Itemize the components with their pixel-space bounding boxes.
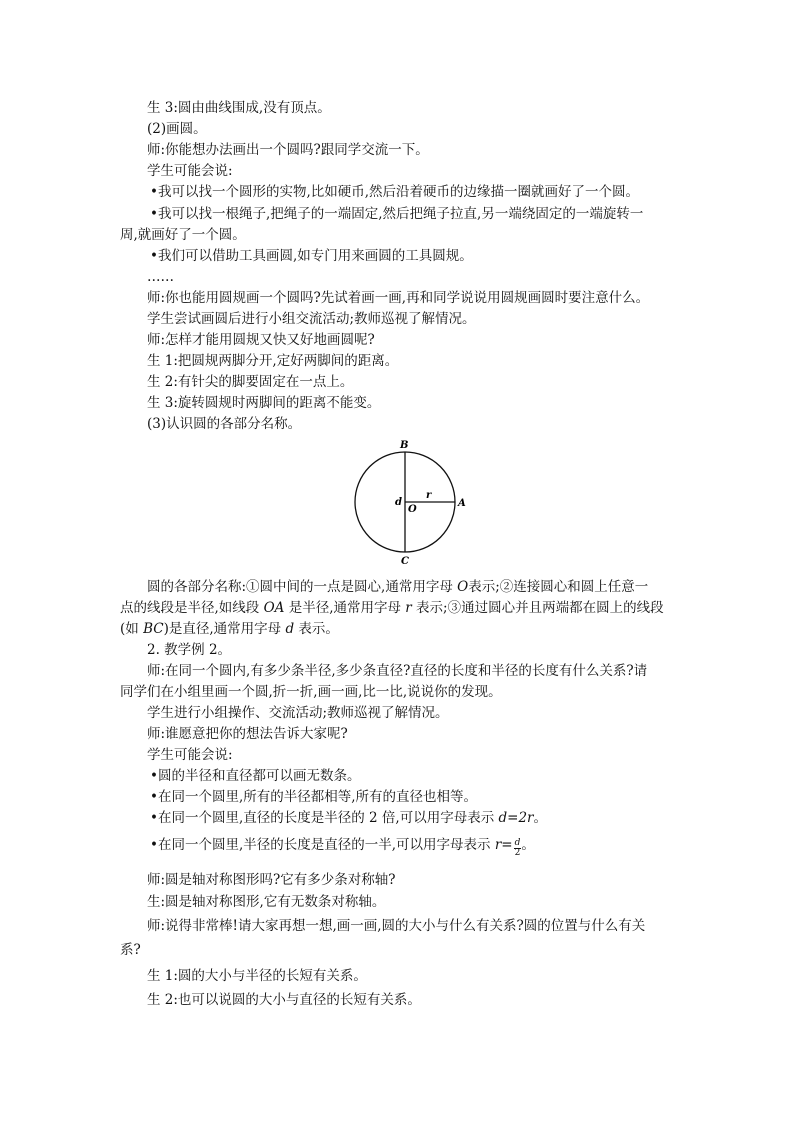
- ellipsis: ……: [147, 269, 174, 285]
- text-line: 系?: [120, 942, 141, 958]
- text-line: 师:谁愿意把你的想法告诉大家呢?: [147, 726, 348, 742]
- text-line: 师:你能想办法画出一个圆吗?跟同学交流一下。: [147, 142, 429, 158]
- text-line: 同学们在小组里画一个圆,折一折,画一画,比一比,说说你的发现。: [120, 684, 502, 700]
- text-line: 生 3:圆由曲线围成,没有顶点。: [147, 100, 331, 116]
- bullet-item: •我可以找一根绳子,把绳子的一端固定,然后把绳子拉直,另一端绕固定的一端旋转一: [150, 206, 644, 222]
- label-b: B: [400, 440, 409, 451]
- label-a: A: [458, 498, 466, 509]
- text-line: 学生可能会说:: [147, 163, 233, 179]
- bullet-item: •我们可以借助工具画圆,如专门用来画圆的工具圆规。: [150, 248, 473, 264]
- text-line: 师:圆是轴对称图形吗?它有多少条对称轴?: [147, 872, 396, 888]
- fraction: $\frac{d}{2}$: [514, 838, 521, 858]
- text-line: 师:在同一个圆内,有多少条半径,多少条直径?直径的长度和半径的长度有什么关系?请: [147, 663, 648, 679]
- parts-line-2: 点的线段是半径,如线段 OA 是半径,通常用字母 r 表示;③通过圆心并且两端都在圆上的线段: [120, 600, 664, 616]
- bullet-item: •在同一个圆里,半径的长度是直径的一半,可以用字母表示 r= $\frac{d}{2}$ 。: [150, 837, 535, 858]
- label-r: r: [426, 490, 432, 501]
- text-line: (2)画圆。: [147, 121, 207, 137]
- text-line: 学生进行小组操作、交流活动;教师巡视了解情况。: [147, 705, 449, 721]
- label-d: d: [395, 497, 402, 508]
- text-line: 生 1:圆的大小与半径的长短有关系。: [147, 968, 367, 984]
- text-line: 学生可能会说:: [147, 747, 233, 763]
- text-line: 周,就画好了一个圆。: [120, 227, 246, 243]
- section-heading: 2. 教学例 2。: [147, 642, 232, 658]
- text-line: (3)认识圆的各部分名称。: [147, 416, 302, 432]
- label-o: O: [408, 504, 417, 515]
- text-line: 生 2:也可以说圆的大小与直径的长短有关系。: [147, 992, 421, 1008]
- label-c: C: [401, 556, 409, 567]
- bullet-item: •我可以找一个圆形的实物,比如硬币,然后沿着硬币的边缘描一圈就画好了一个圆。: [150, 184, 640, 200]
- text-line: 学生尝试画圆后进行小组交流活动;教师巡视了解情况。: [147, 311, 476, 327]
- text-line: 生:圆是轴对称图形,它有无数条对称轴。: [147, 894, 386, 910]
- text-line: 师:说得非常棒!请大家再想一想,画一画,圆的大小与什么有关系?圆的位置与什么有关: [147, 918, 646, 934]
- parts-line-1: 圆的各部分名称:①圆中间的一点是圆心,通常用字母 O表示;②连接圆心和圆上任意一: [147, 579, 649, 595]
- circle-diagram: [345, 435, 475, 570]
- text-line: 生 1:把圆规两脚分开,定好两脚间的距离。: [147, 353, 399, 369]
- text-line: 师:你也能用圆规画一个圆吗?先试着画一画,再和同学说说用圆规画圆时要注意什么。: [147, 290, 650, 306]
- bullet-item: •在同一个圆里,所有的半径都相等,所有的直径也相等。: [150, 789, 478, 805]
- bullet-item: •圆的半径和直径都可以画无数条。: [150, 768, 361, 784]
- text-line: 生 3:旋转圆规时两脚间的距离不能变。: [147, 395, 381, 411]
- parts-line-3: (如 BC)是直径,通常用字母 d 表示。: [120, 621, 339, 637]
- text-line: 生 2:有针尖的脚要固定在一点上。: [147, 374, 354, 390]
- bullet-item: •在同一个圆里,直径的长度是半径的 2 倍,可以用字母表示 d=2r。: [150, 810, 548, 826]
- text-line: 师:怎样才能用圆规又快又好地画圆呢?: [147, 332, 375, 348]
